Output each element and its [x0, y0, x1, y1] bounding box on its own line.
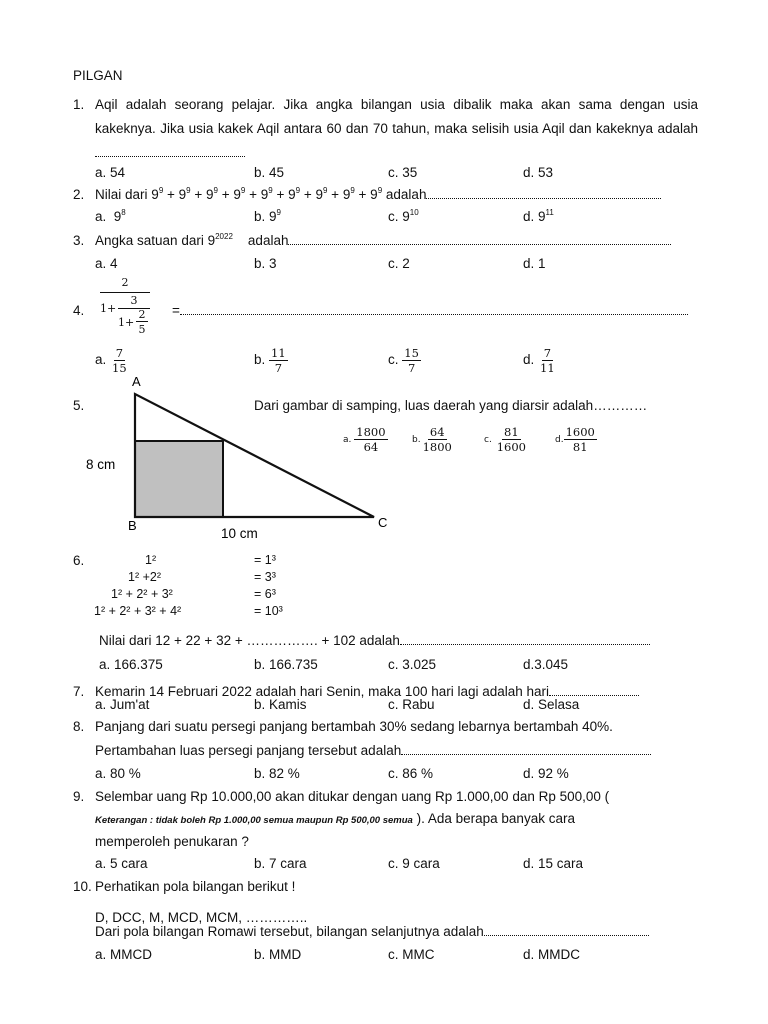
power-term: $9^9$ — [342, 186, 355, 202]
q5-number: 5. — [73, 398, 85, 413]
power-term: $9^9$ — [370, 186, 383, 202]
q1-option-b[interactable]: b. 45 — [254, 165, 285, 180]
q8-text-line-1: Panjang dari suatu persegi panjang bertambah 30% sedang lebarnya bertambah 40%. — [95, 719, 613, 734]
page-header: PILGAN — [73, 68, 123, 83]
q6-row-4-lhs: 1² + 2² + 3² + 4² — [94, 604, 182, 618]
q5-option-c[interactable]: c. $\frac{81}{1600}$ — [484, 425, 526, 454]
q9-text-line-1: Selembar uang Rp 10.000,00 akan ditukar dengan uang Rp 1.000,00 dan Rp 500,00 ( — [95, 789, 610, 804]
q1-option-a[interactable]: a. 54 — [95, 165, 126, 180]
q4-equals: = — [172, 303, 688, 318]
q10-option-d[interactable]: d. MMDC — [523, 947, 580, 962]
q4-option-b[interactable]: b. $\frac{11}{7}$ — [254, 346, 286, 375]
q4-option-c[interactable]: c. $\frac{15}{7}$ — [388, 346, 419, 375]
q9-option-d[interactable]: d. 15 cara — [523, 856, 584, 871]
q2-option-a[interactable]: a. $9^8$ — [95, 208, 126, 224]
q10-option-a[interactable]: a. MMCD — [95, 947, 152, 962]
power-term: $9^9$ — [315, 186, 328, 202]
power-term: $9^9$ — [260, 186, 273, 202]
q10-text-line-2: Dari pola bilangan Romawi tersebut, bilangan selanjutnya adalah — [95, 924, 649, 939]
q6-row-1-rhs: = 1³ — [254, 553, 276, 567]
power-term: $9^9$ — [233, 186, 246, 202]
q6-row-2-lhs: 1² +2² — [128, 570, 162, 584]
q4-option-d[interactable]: d. $\frac{7}{11}$ — [523, 346, 555, 375]
q9-note: Keterangan : tidak boleh Rp 1.000,00 semua maupun Rp 500,00 semua — [95, 815, 413, 826]
q1-option-d[interactable]: d. 53 — [523, 165, 554, 180]
q9-text-line-2: Keterangan : tidak boleh Rp 1.000,00 semua maupun Rp 500,00 semua ). Ada berapa banyak cara — [95, 811, 575, 826]
q4-option-a[interactable]: a. $\frac{7}{15}$ — [95, 346, 127, 375]
vertex-b-label: B — [128, 518, 137, 533]
q6-row-1-lhs: 1² — [145, 553, 157, 567]
q8-option-c[interactable]: c. 86 % — [388, 766, 434, 781]
q3-option-c[interactable]: c. 2 — [388, 256, 410, 271]
side-ab-length: 8 cm — [86, 457, 116, 472]
q8-text-line-2: Pertambahan luas persegi panjang tersebut adalah — [95, 743, 651, 758]
q6-option-c[interactable]: c. 3.025 — [388, 657, 437, 672]
q5-text: Dari gambar di samping, luas daerah yang diarsir adalah………… — [254, 398, 648, 413]
q6-option-a[interactable]: a. 166.375 — [99, 657, 163, 672]
power-term: $9^9$ — [151, 186, 164, 202]
q2-option-c[interactable]: c. $9^{10}$ — [388, 208, 419, 224]
q10-number: 10. — [73, 879, 92, 894]
q5-option-a[interactable]: a. $\frac{1800}{64}$ — [343, 425, 386, 454]
power-term: $9^9$ — [206, 186, 218, 202]
q10-pattern: D, DCC, M, MCD, MCM, ………….. — [95, 910, 308, 925]
side-bc-length: 10 cm — [221, 526, 258, 541]
q2-number: 2. — [73, 187, 85, 202]
q7-number: 7. — [73, 684, 85, 699]
q6-number: 6. — [73, 553, 85, 568]
q10-option-c[interactable]: c. MMC — [388, 947, 435, 962]
q10-text-line-1: Perhatikan pola bilangan berikut ! — [95, 879, 296, 894]
q6-row-3-lhs: 1² + 2² + 3² — [111, 587, 173, 601]
q3-option-b[interactable]: b. 3 — [254, 256, 277, 271]
q5-option-b[interactable]: b. $\frac{64}{1800}$ — [412, 425, 452, 454]
q5-triangle-figure — [80, 370, 400, 545]
q7-option-c[interactable]: c. Rabu — [388, 697, 435, 712]
q7-option-a[interactable]: a. Jum'at — [95, 697, 150, 712]
q9-option-c[interactable]: c. 9 cara — [388, 856, 440, 871]
q10-option-b[interactable]: b. MMD — [254, 947, 302, 962]
q1-option-c[interactable]: c. 35 — [388, 165, 418, 180]
q3-text: Angka satuan dari $9^{2022}$ adalah — [95, 233, 671, 248]
q2-option-b[interactable]: b. $9^9$ — [254, 208, 281, 224]
q6-option-b[interactable]: b. 166.735 — [254, 657, 318, 672]
q6-row-4-rhs: = 10³ — [254, 604, 283, 618]
q7-option-b[interactable]: b. Kamis — [254, 697, 307, 712]
q4-number: 4. — [73, 303, 85, 318]
q9-number: 9. — [73, 789, 85, 804]
q6-text: Nilai dari 12 + 22 + 32 + ……………. + 102 adalah — [99, 633, 650, 648]
q3-option-a[interactable]: a. 4 — [95, 256, 118, 271]
q3-number: 3. — [73, 233, 85, 248]
vertex-c-label: C — [378, 515, 388, 530]
q7-option-d[interactable]: d. Selasa — [523, 697, 580, 712]
power-term: $9^9$ — [178, 186, 191, 202]
q6-row-2-rhs: = 3³ — [254, 570, 276, 584]
q1-number: 1. — [73, 97, 85, 112]
q8-option-a[interactable]: a. 80 % — [95, 766, 141, 781]
q9-text-line-3: memperoleh penukaran ? — [95, 834, 249, 849]
q8-option-d[interactable]: d. 92 % — [523, 766, 569, 781]
q5-option-d[interactable]: d. $\frac{1600}{81}$ — [555, 425, 595, 454]
q9-option-a[interactable]: a. 5 cara — [95, 856, 148, 871]
shaded-square — [135, 441, 223, 517]
vertex-a-label: A — [132, 374, 141, 389]
q9-option-b[interactable]: b. 7 cara — [254, 856, 307, 871]
q8-number: 8. — [73, 719, 85, 734]
q2-option-d[interactable]: d. $9^{11}$ — [523, 208, 554, 224]
answer-dots — [95, 152, 245, 157]
q3-option-d[interactable]: d. 1 — [523, 256, 546, 271]
q1-text: Aqil adalah seorang pelajar. Jika angka bilangan usia dibalik maka akan sama dengan usia kakeknya. Jika usia kakek Aqil antara 60 dan 70 tahun, maka selisih usia Aqil dan kakeknya adalah — [95, 93, 698, 165]
power-term: $9^9$ — [288, 186, 301, 202]
q6-option-d[interactable]: d.3.045 — [523, 657, 569, 672]
q8-option-b[interactable]: b. 82 % — [254, 766, 300, 781]
q7-text: Kemarin 14 Februari 2022 adalah hari Senin, maka 100 hari lagi adalah hari — [95, 684, 639, 699]
q6-row-3-rhs: = 6³ — [254, 587, 276, 601]
q2-text: Nilai dari $9^9 + 9^9 + 9^9 + 9^9 + 9^9 + 9^9 + 9^9 + 9^9 + 9^9$ adalah — [95, 187, 661, 202]
